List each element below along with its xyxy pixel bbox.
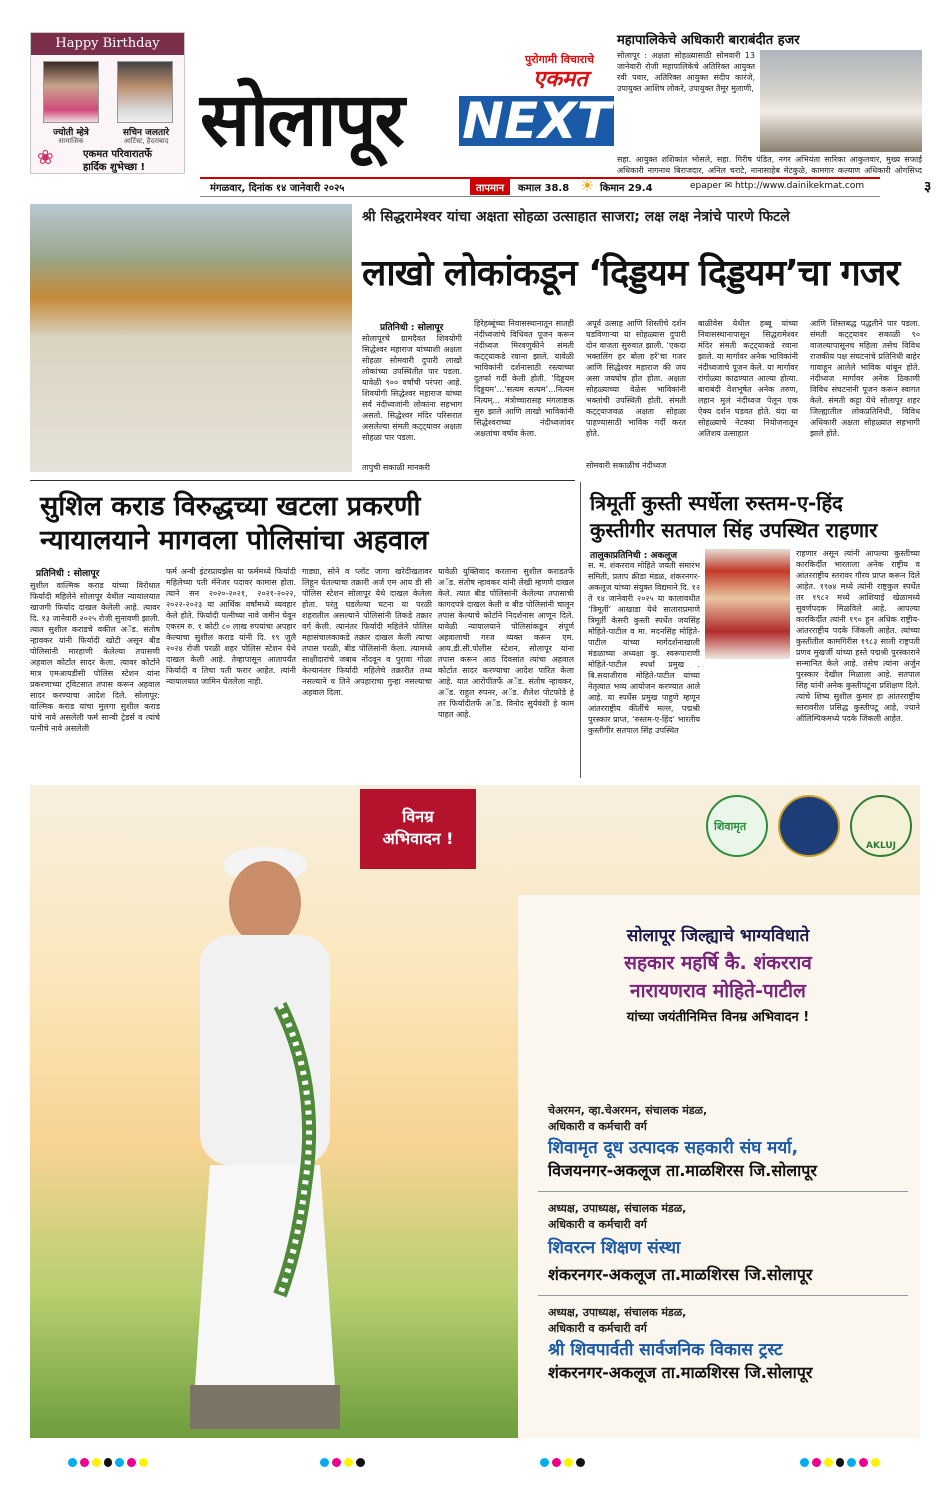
sushil-col3: गाड्या, सोने व प्लॉट जागा खरेदीखतावर लिहून घेतल्याचा तक्रारी अर्ज एम आय डी सी पोलिस स्टेशन सोलापूर येथे दाखल केलेला होता. परंतु घडलेल्या घटना या परळी शहरातील असल्याने पोलिसांनी तिकडे तक्रार वर्ग केली. त्यानंतर फिर्यादी महिलेने पोलिस महासंचालकाकडे तक्रार दाखल केली त्याचा तपास परळी, बीड पोलिसांनी केला. त्यामध्ये साक्षीदारांचे जबाब नोंदवून व पुरावा गोळा केल्यानंतर फिर्यादी महिलेचे तक्रारीत तथ्य नसल्याने व तिने अपहाराचा गुन्हा नसल्याचा अहवाल दिला. [302, 567, 432, 697]
ad-banner [360, 789, 476, 869]
trimurti-headline-1: त्रिमूर्ती कुस्ती स्पर्धेला रुस्तम-ए-हिंद [590, 491, 843, 515]
top-right-body: सोलापूर : अक्षता सोहळ्यासाठी सोमवारी 13 जानेवारी रोजी महापालिकेचे अतिरिक्त आयुक्त रवी पवार, अतिरिक्त आयुक्त संदीप कारंजे, उपायुक्त आशिष लोकरे, उपायुक्त तैमूर मुलाणी, [617, 51, 755, 93]
sushil-headline-2: न्यायालयाने मागवला पोलिसांचा अहवाल [40, 525, 429, 556]
ad-name-line1: सहकार महर्षि कै. शंकरराव [624, 952, 812, 974]
trimurti-col1: स. म. शंकरराव मोहिते जयंती समारंभ समिती, प्रताप क्रीडा मंडळ, शंकरनगर-अकलूज यांच्या संयुक्त विद्यमाने दि. १२ ते १४ जानेवारी २०२५ या कालावधीत ‘त्रिमूर्ती’ आखाडा येथे साताराप्रमाणे त्रिमूर्ती केसरी कुस्ती स्पर्धेत जयसिंह मोहिते-पाटील व मा. मदनसिंह मोहिते-पाटील यांच्या मार्गदर्शनाखाली मंडळाच्या अध्यक्षा कु. स्वरूपाराणी मोहिते-पाटील स्पर्धा प्रमुख . बि.सयाजीराव मोहिते-पाटील यांच्या नेतृत्वात भव्य आयोजन करण्यात आले आहे. या स्पर्धेस प्रमुख पाहुणे म्हणून आंतरराष्ट्रीय कीर्तीचे मल्ल, पद्मश्री पुरस्कार प्राप्त, ‘रुस्तम-ए-हिंद’ भारतीय कुस्तीगीर सतपाल सिंह उपस्थित [588, 561, 700, 735]
ad-text-panel [518, 895, 920, 1438]
temperature-max: कमाल 38.8 [518, 183, 570, 194]
ad-tribute-line: यांच्या जयंतीनिमित्त विनम्र अभिवादन ! [626, 1010, 810, 1025]
trimurti-byline: तालुकाप्रतिनिधी : अकलूज [590, 551, 678, 561]
section-divider [30, 480, 575, 481]
tribute-advertisement [30, 785, 920, 1438]
person2-photo [117, 61, 173, 123]
next-logo: NEXT [459, 96, 614, 146]
top-right-headline: महापालिकेचे अधिकारी बाराबंदीत हजर [617, 33, 800, 48]
block1-addr: विजयनगर-अकलूज ता.माळशिरस जि.सोलापूर [548, 1161, 817, 1180]
color-registration-marks [68, 1458, 148, 1470]
trimurti-col2: राहणार असून त्यांनी आपल्या कुस्तीच्या कारकिर्दीत भारताला अनेक राष्ट्रीय व आंतरराष्ट्रीय स्तरावर गौरव प्राप्त करून दिले आहेत. १९७४ मध्ये त्यांनी राष्ट्रकुल स्पर्धेत तर १९८२ मध्ये आशियाई खेळामध्ये सुवर्णपदक मिळविले आहे. आपल्या कारकिर्दीत त्यांनी १९० हून अधिक राष्ट्रीय-आंतरराष्ट्रीय पदके जिंकली आहेत. त्यांच्या कुस्तीतील कामगिरीस १९८३ साली राष्ट्रपती प्रणव मुखर्जी यांच्या हस्ते पद्मश्री पुरस्काराने सन्मानित केले आहे. तसेच त्यांना अर्जुन पुरस्कार देखील मिळाला आहे. सतपाल सिंह यांनी अनेक कुस्तीपटूंना प्रशिक्षण दिले. त्यांचे शिष्य सुशील कुमार हा आंतरराष्ट्रीय स्तरावरील प्रसिद्ध कुस्तीपटू आहे, ज्याने ऑलिम्पिकमध्ये पदके जिंकली आहेत. [796, 549, 920, 723]
logo-strip [706, 795, 916, 865]
sushil-headline-1: सुशिल कराड विरुद्धच्या खटला प्रकरणी [40, 491, 421, 522]
portrait-figure [170, 825, 360, 1435]
temperature-label: तापमान [470, 179, 510, 195]
main-story-col2: हिरेहब्बूंच्या निवासस्थानातून सातही नंदीध्वजांचे विधिवत पूजन करून नंदीध्वज मिरवणुकीने संमती कट्ट्याकडे रवाना झाले. यावेळी भाविकांनी दर्शनासाठी रस्त्याच्या दुतर्फा गर्दी केली होती. ‘दिड्डयम दिड्डयम’...‘सत्यम सत्यम’...नित्यम नित्यम्... मंत्रोच्चारासह मंगलाष्टक सुरु झाले आणि लाखो भाविकांनी सिद्धेश्वराच्या नंदीध्वजांवर अक्षतांचा वर्षाव केला. [474, 319, 574, 438]
top-right-body2: सहा. आयुक्त शशिकांत भोसले, सहा. गिरीष पंडित, नगर अभियंता सारिका आकुलवार, मुख्य सफाई अधिकारी नागनाथ बिराजदार, अनिल चराटे, नानासाहेब मेटकुळे, कामगार कल्याण अधिकारी ओगसिध्द [617, 155, 922, 175]
main-story-col4: बाळीवेस येथील हब्बू यांच्या निवासस्थानापासून सिद्धरामेश्वर मंदिर संमती कट्ट्याकडे रवाना झाले. या मार्गावर अनेक भाविकांनी नंदीध्वजाचे पूजन केले. या मार्गावर रांगोळ्या काढण्यात आल्या होत्या. बाराबंदी वेशभूषेत अनेक तरुण, लहान मुलं नंदीध्वज पेलून एक ऐक्य दर्शन घडवत होते. यंदा या सोहळ्याचे नेटक्या नियोजनातून अतिशय उत्साहात [698, 319, 798, 438]
ad-district: सोलापूर जिल्ह्याचे भाग्यविधाते [626, 926, 810, 946]
temperature-min: किमान 29.4 [600, 183, 653, 194]
main-story-col1-end: तापुची सकाळी मानकरी [362, 463, 430, 472]
akluj-logo-text: AKLUJ [866, 841, 897, 851]
main-story-kicker: श्री सिद्धरामेश्वर यांचा अक्षता सोहळा उत्साहात साजरा; लक्ष लक्ष नेत्रांचे पारणे फिटले [362, 209, 790, 225]
akluj-trust-logo [850, 795, 912, 857]
block3-role2: अधिकारी व कर्मचारी वर्ग [548, 1322, 647, 1335]
color-registration-marks [540, 1458, 600, 1470]
brand-tagline: पुरोगामी विचाराचे [525, 53, 595, 66]
ad-name-line2: नारायणराव मोहिते-पाटील [630, 980, 806, 1002]
ad-banner-line1: विनम्र [402, 807, 434, 826]
person1-name: ज्योती म्हेत्रे [53, 128, 89, 138]
main-story-byline: प्रतिनिधी : सोलापूर [380, 323, 444, 333]
masthead-title: सोलापूर [200, 77, 403, 163]
block2-role2: अधिकारी व कर्मचारी वर्ग [548, 1218, 647, 1231]
wish-line1: एकमत परिवारातर्फे [83, 149, 152, 160]
block3-org: श्री शिवपार्वती सार्वजनिक विकास ट्रस्ट [548, 1340, 783, 1360]
shivratna-logo [778, 795, 840, 857]
main-story-col5: आणि शिस्तबद्ध पद्धतीने पार पडला. संमती कट्ट्यावर सकाळी ९० वाजल्यापासूनच महिला तसेच विविध राजकीय पक्ष संघटनांचे प्रतिनिधी बाहेर गावाहून आलेले भाविक थांबून होते. नंदीध्वज मार्गावर अनेक ठिकाणी विविध संघटनांनी पूजन करून स्वागत केले. संमती कट्टा येथे सोलापूर शहर जिल्ह्यातील लोकप्रतिनिधी, विविध अधिकारी अक्षता सोहळ्यात सहभागी झाले होते. [810, 319, 920, 438]
sushil-col1: सुशील वाल्मिक कराड यांच्या विरोधात फिर्यादी महिलेने सोलापूर येथील न्यायालयात खाजगी फिर्याद दाखल केलेली आहे. त्यावर दि. १३ जानेवारी २०२५ रोजी सुनावणी झाली. त्यात सुशील कराडचे वकील अॅड. संतोष न्हावकर यांनी फिर्यादी खोटी असून बीड पोलिसांनी मारहाणी केलेल्या तपासणी अहवाल कोर्टात सादर केला. त्यावर कोर्टाने मात्र एमआयडीसी पोलिस स्टेशन यांना प्रकरणाच्या ट्विटसात तपास करून अहवाल सादर करण्याचा आदेश दिले. सोलापूर: वाल्मिक कराड यांचा मुलगा सुशील कराड यांचे नावे असलेली फर्म सान्वी ट्रेडर्स व त्यांचे पत्नीचे नावे असलेली [30, 581, 160, 733]
main-story-photo [30, 204, 352, 472]
sun-icon: ☀ [580, 176, 595, 195]
birthday-box [30, 32, 185, 174]
column-divider [580, 482, 581, 778]
color-registration-marks [800, 1458, 880, 1470]
block1-org: शिवामृत दूध उत्पादक सहकारी संघ मर्या, [548, 1138, 799, 1158]
block2-org: शिवरत्न शिक्षण संस्था [548, 1238, 681, 1258]
birthday-header: Happy Birthday [31, 33, 184, 55]
main-story-col3-end: सोमवारी सकाळीच नंदीध्वज [586, 461, 667, 470]
trimurti-headline-2: कुस्तीगीर सतपाल सिंह उपस्थित राहणार [590, 518, 878, 542]
main-story-headline: लाखो लोकांकडून ‘दिड्डयम दिड्डयम’चा गजर [362, 253, 900, 294]
epaper-link[interactable]: epaper ✉ http://www.dainikekmat.com [690, 181, 865, 191]
person1-sub: सामाजिक [58, 137, 84, 145]
block2-role1: अध्यक्ष, उपाध्यक्ष, संचालक मंडळ, [548, 1202, 687, 1215]
sushil-col2: फर्म अन्वी इंटरप्रायझेस या फर्ममध्ये फिर्यादी महिलेच्या पती मॅनेजर पदावर कामास होता. त्याने सन २०२०-२०२१, २०२१-२०२२, २०२२-२०२३ या आर्थिक वर्षांमध्ये व्यवहार केले होते. फिर्यादी पत्नीच्या नावे जमीन घेवून एकरम रु. १ कोटी ८० लाख रुपयांचा अपहार केल्याचा सुशील कराड यांनी दि. १९ जुलै २०२४ रोजी परळी शहर पोलिस स्टेशन येथे दाखल केली आहे. तेव्हापासून आतापर्यंत फिर्यादी व तिचा पती फरार आहेत. त्यांनी न्यायालयात जामिन घेतलेला नाही. [166, 567, 296, 686]
main-story-col1: सोलापूरचे ग्रामदैवत शिवयोगी सिद्धेश्वर महाराज यांच्याशी अक्षता सोहळा सोमवारी दुपारी लाखो लोकांच्या उपस्थितीत पार पडला. यावेळी ९०० वर्षांची परंपरा आहे. शिवयोगी सिद्धेश्वर महाराज यांच्या सर्व नंदीध्वजांनी लोकांना सहभाग असतो. सिद्धेश्वर मंदिर परिसरात असलेल्या संमती कट्ट्यावर अक्षता सोहळा पार पडला. [362, 334, 462, 442]
wish-line2: हार्दिक शुभेच्छा ! [83, 162, 146, 173]
color-registration-marks [320, 1458, 380, 1470]
trimurti-photo [705, 549, 790, 659]
shivamrut-logo [706, 795, 768, 857]
page-number: ३ [924, 179, 932, 195]
issue-date: मंगळवार, दिनांक १४ जानेवारी २०२५ [210, 183, 345, 194]
top-right-photo [760, 50, 922, 152]
ad-divider [538, 1295, 908, 1296]
person2-sub: आर्टिस्ट, हैदराबाद [123, 137, 169, 145]
block2-addr: शंकरनगर-अकलूज ता.माळशिरस जि.सोलापूर [548, 1265, 813, 1284]
block1-role2: अधिकारी व कर्मचारी वर्ग [548, 1120, 647, 1133]
ad-banner-line2: अभिवादन ! [382, 829, 454, 848]
sushil-col4: यावेळी युक्तिवाद करताना सुशील कराडतर्फे अॅड. संतोष न्हावकर यांनी लेखी म्हणणे दाखल केले. त्यात बीड पोलिसांनी केलेल्या तपासाची कागदपत्रे दाखल केली व बीड पोलिसांनी चालून तपास केल्याचे कोर्टाने निदर्शनास आणून दिले. यावेळी न्यायालयाने पोलिसांकडून संपूर्ण अहवालाची गरज व्यक्त करून एम. आय.डी.सी.पोलीस स्टेशन, सोलापूर यांना तपास करून आठ दिवसांत त्यांचा अहवाल कोर्टात सादर करण्याचा आदेश पारित केला आहे. यात आरोपीतर्फे अॅड. संतोष न्हावकर, अॅड. राहुल रुपनर, अॅड. शैलेश पोटफोडे हे तर फिर्यादीतर्फे अॅड. विनोद सुर्यवंशी हे काम पाहत आहे. [438, 567, 574, 719]
shivamrut-logo-text: शिवामृत [714, 820, 747, 833]
flower-icon: ❀ [37, 145, 54, 169]
block1-role1: चेअरमन, व्हा.चेअरमन, संचालक मंडळ, [548, 1104, 708, 1117]
person1-photo [43, 61, 99, 123]
block3-role1: अध्यक्ष, उपाध्यक्ष, संचालक मंडळ, [548, 1306, 687, 1319]
brand-logo: एकमत [533, 67, 588, 92]
ad-divider [538, 1191, 908, 1192]
main-story-col3: अपूर्व उत्साह आणि शिस्तीचे दर्शन घडविणाऱ्या या सोहळ्यास दुपारी दोन वाजता सुरुवात झाली. ‘एकदा भक्तलिंग हर बोला हर्र’चा गजर आणि सिद्धेश्वर महाराज की जय असा जयघोष होत होता. अक्षता सोहळ्याच्या वेळेस भाविकांनी भक्तांची उपस्थिती होती. संमती कट्ट्याजवळ अक्षता सोहळा पाहण्यासाठी भाविक गर्दी करत होते. [586, 319, 686, 438]
person2-name: सचिन जलतारे [122, 128, 170, 138]
block3-addr: शंकरनगर-अकलूज ता.माळशिरस जि.सोलापूर [548, 1363, 813, 1382]
sushil-byline: प्रतिनिधी : सोलापूर [36, 569, 100, 579]
